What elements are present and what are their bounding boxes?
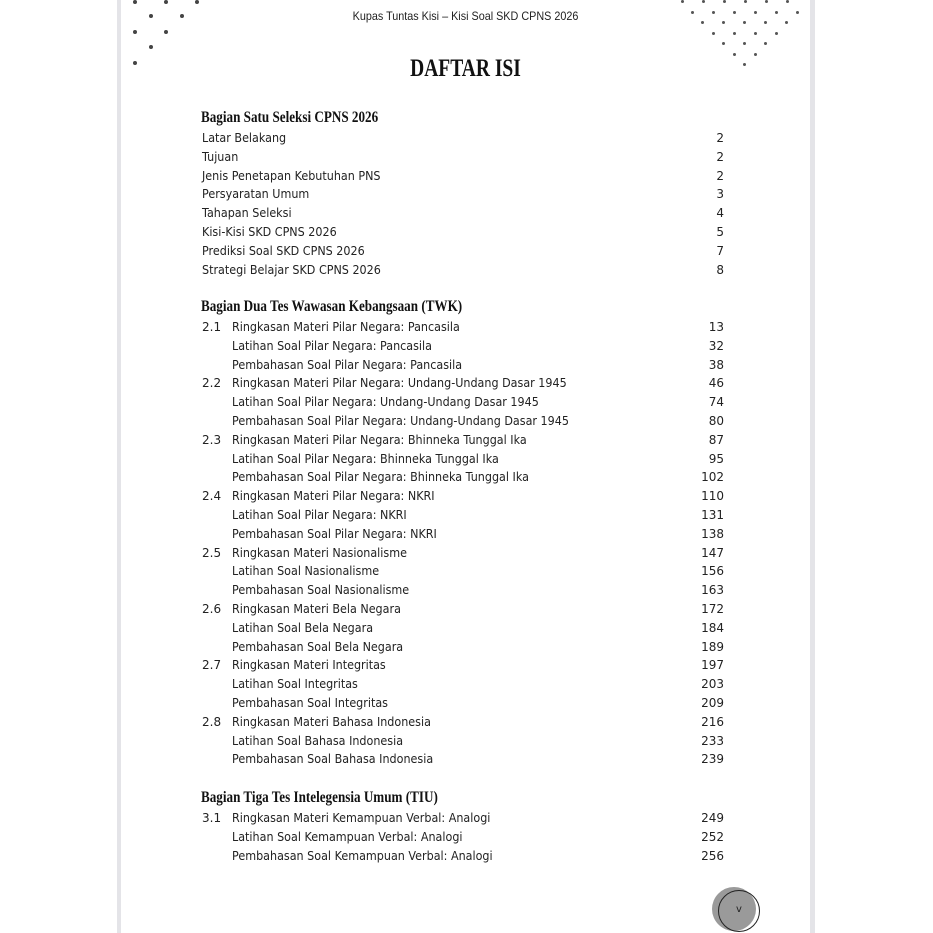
toc-entry-page: 74 [708,395,724,410]
toc-entry-label: Latihan Soal Pilar Negara: Pancasila [232,338,432,353]
toc-entry-page: 131 [701,508,724,522]
toc-entry-label: Pembahasan Soal Pilar Negara: Bhinneka Tunggal Ika [232,470,529,485]
toc-entry-page: 46 [708,376,724,391]
toc-entry[interactable] [202,433,724,452]
toc-entry-page: 189 [701,639,724,654]
dot-icon [133,0,137,4]
toc-entry-label: Ringkasan Materi Integritas [232,658,386,673]
toc-entry[interactable] [202,546,724,565]
running-header: Kupas Tuntas Kisi – Kisi Soal SKD CPNS 2026 [352,9,579,23]
toc-entry-page: 95 [708,451,724,466]
dot-icon [796,11,799,14]
toc-entry-label: Ringkasan Materi Bahasa Indonesia [232,714,431,729]
dot-icon [743,42,746,45]
toc-entry-number: 2.8 [202,714,222,729]
toc-entry-page: 2 [716,131,724,145]
toc-entry-page: 87 [708,432,724,447]
toc-entry-number: 2.7 [202,658,222,673]
toc-entry-label: Persyaratan Umum [202,187,310,202]
dot-icon [723,0,726,3]
toc-entry-label: Tujuan [202,149,239,164]
toc-entry-label: Latihan Soal Kemampuan Verbal: Analogi [232,829,463,844]
toc-entry-label: Ringkasan Materi Bela Negara [232,602,401,616]
toc-entry[interactable] [202,734,724,753]
toc-entry-number: 3.1 [202,811,222,825]
dot-icon [786,0,789,3]
toc-entry[interactable] [202,244,724,263]
toc-entry-label: Pembahasan Soal Bela Negara [232,639,404,654]
toc-entry[interactable] [202,849,724,868]
toc-entry-page: 163 [701,583,724,598]
toc-entry-label: Pembahasan Soal Pilar Negara: Undang-Undang Dasar 1945 [232,414,569,428]
dot-icon [743,63,746,66]
toc-entry-label: Latihan Soal Bahasa Indonesia [232,733,404,748]
toc-entry[interactable] [202,658,724,677]
toc-entry[interactable] [202,187,724,206]
toc-entry-label: Pembahasan Soal Bahasa Indonesia [232,752,434,767]
toc-entry[interactable] [202,395,724,414]
toc-entry-page: 184 [701,620,724,635]
toc-entry[interactable] [202,489,724,508]
dot-icon [133,61,137,65]
toc-entry[interactable] [202,206,724,225]
toc-entry[interactable] [202,715,724,734]
toc-entry-page: 147 [701,545,724,560]
toc-entry-page: 38 [708,357,724,372]
toc-entry[interactable] [202,508,724,527]
dot-icon [754,32,757,35]
dot-icon [681,0,684,3]
toc-entry[interactable] [202,621,724,640]
section-heading: Bagian Dua Tes Wawasan Kebangsaan (TWK) [201,298,463,315]
toc-entry-label: Pembahasan Soal Integritas [232,696,388,710]
toc-entry[interactable] [202,452,724,471]
toc-entry-label: Latihan Soal Integritas [232,677,358,692]
toc-entry-label: Latar Belakang [202,131,287,145]
toc-entry-page: 8 [716,262,724,277]
toc-entry-page: 80 [708,414,724,428]
dot-icon [744,0,747,3]
toc-entry-label: Strategi Belajar SKD CPNS 2026 [202,262,381,277]
toc-entry-page: 172 [701,602,724,616]
section-heading: Bagian Satu Seleksi CPNS 2026 [201,109,379,126]
toc-entry-label: Tahapan Seleksi [202,206,292,221]
toc-entry-page: 239 [701,752,724,767]
toc-entry-page: 13 [708,320,724,334]
toc-entry-page: 7 [716,243,724,258]
toc-entry-label: Ringkasan Materi Kemampuan Verbal: Analogi [232,811,491,825]
dot-icon [164,30,168,34]
toc-entry-page: 197 [701,658,724,673]
page-number: v [736,904,742,915]
toc-entry-label: Latihan Soal Nasionalisme [232,564,380,579]
toc-entry-number: 2.2 [202,376,222,391]
toc-entry-page: 156 [701,564,724,579]
toc-entry-label: Latihan Soal Pilar Negara: Bhinneka Tunggal Ika [232,451,499,466]
toc-entry-label: Pembahasan Soal Pilar Negara: Pancasila [232,357,463,372]
toc-entry-label: Pembahasan Soal Kemampuan Verbal: Analogi [232,848,493,863]
toc-entry-page: 5 [716,225,724,239]
toc-entry-label: Ringkasan Materi Pilar Negara: Pancasila [232,320,460,334]
dot-icon [775,32,778,35]
toc-entry[interactable] [202,225,724,244]
toc-entry-page: 2 [716,168,724,183]
toc-entry-number: 2.5 [202,545,222,560]
page-title: DAFTAR ISI [410,55,521,82]
toc-entry-page: 3 [716,187,724,202]
toc-entry[interactable] [202,640,724,659]
toc-entry[interactable] [202,830,724,849]
dot-icon [702,0,705,3]
toc-entry-number: 2.6 [202,602,222,616]
toc-entry-page: 203 [701,677,724,692]
toc-entry-page: 209 [701,696,724,710]
toc-entry[interactable] [202,564,724,583]
toc-entry[interactable] [202,583,724,602]
dot-icon [733,32,736,35]
toc-entry[interactable] [202,376,724,395]
toc-entry[interactable] [202,320,724,339]
toc-entry-page: 2 [716,149,724,164]
toc-entry[interactable] [202,358,724,377]
dot-icon [149,45,153,49]
dot-icon [754,53,757,56]
toc-entry-label: Latihan Soal Bela Negara [232,620,374,635]
dot-icon [765,0,768,3]
toc-entry-number: 2.3 [202,432,222,447]
toc-entry[interactable] [202,811,724,830]
toc-entry[interactable] [202,470,724,489]
dot-icon [164,0,168,4]
toc-entry-label: Latihan Soal Pilar Negara: Undang-Undang Dasar 1945 [232,395,539,410]
toc-entry-number: 2.4 [202,489,222,504]
toc-entry-label: Prediksi Soal SKD CPNS 2026 [202,243,365,258]
dot-icon [712,32,715,35]
toc-entry-page: 32 [708,338,724,353]
toc-entry-page: 138 [701,526,724,541]
toc-entry[interactable] [202,752,724,771]
toc-entry-page: 252 [701,829,724,844]
toc-entry-page: 256 [701,848,724,863]
toc-entry-page: 4 [716,206,724,221]
toc-entry-label: Ringkasan Materi Pilar Negara: Undang-Undang Dasar 1945 [232,376,567,391]
toc-entry-page: 102 [701,470,724,485]
toc-entry[interactable] [202,339,724,358]
toc-entry-label: Kisi-Kisi SKD CPNS 2026 [202,225,337,239]
toc-entry[interactable] [202,677,724,696]
dot-icon [133,30,137,34]
dot-icon [722,42,725,45]
toc-entry-label: Ringkasan Materi Nasionalisme [232,545,407,560]
section-heading: Bagian Tiga Tes Intelegensia Umum (TIU) [201,789,438,806]
toc-entry-label: Latihan Soal Pilar Negara: NKRI [232,508,407,522]
toc-entry[interactable] [202,169,724,188]
toc-entry-page: 249 [701,811,724,825]
toc-entry[interactable] [202,414,724,433]
dot-icon [764,42,767,45]
toc-entry-label: Pembahasan Soal Nasionalisme [232,583,410,598]
toc-entry[interactable] [202,602,724,621]
toc-entry-page: 233 [701,733,724,748]
dot-icon [149,14,153,18]
toc-entry[interactable] [202,527,724,546]
toc-entry-label: Ringkasan Materi Pilar Negara: NKRI [232,489,435,504]
toc-entry[interactable] [202,696,724,715]
toc-entry-label: Jenis Penetapan Kebutuhan PNS [202,168,381,183]
toc-entry[interactable] [202,263,724,282]
dot-icon [785,21,788,24]
toc-entry[interactable] [202,150,724,169]
toc-entry-label: Ringkasan Materi Pilar Negara: Bhinneka Tunggal Ika [232,432,527,447]
toc-entry-number: 2.1 [202,320,222,334]
document-page [117,0,815,933]
toc-entry-page: 110 [701,489,724,504]
dot-icon [195,0,199,4]
toc-entry-page: 216 [701,714,724,729]
toc-entry-label: Pembahasan Soal Pilar Negara: NKRI [232,526,437,541]
toc-entry[interactable] [202,131,724,150]
